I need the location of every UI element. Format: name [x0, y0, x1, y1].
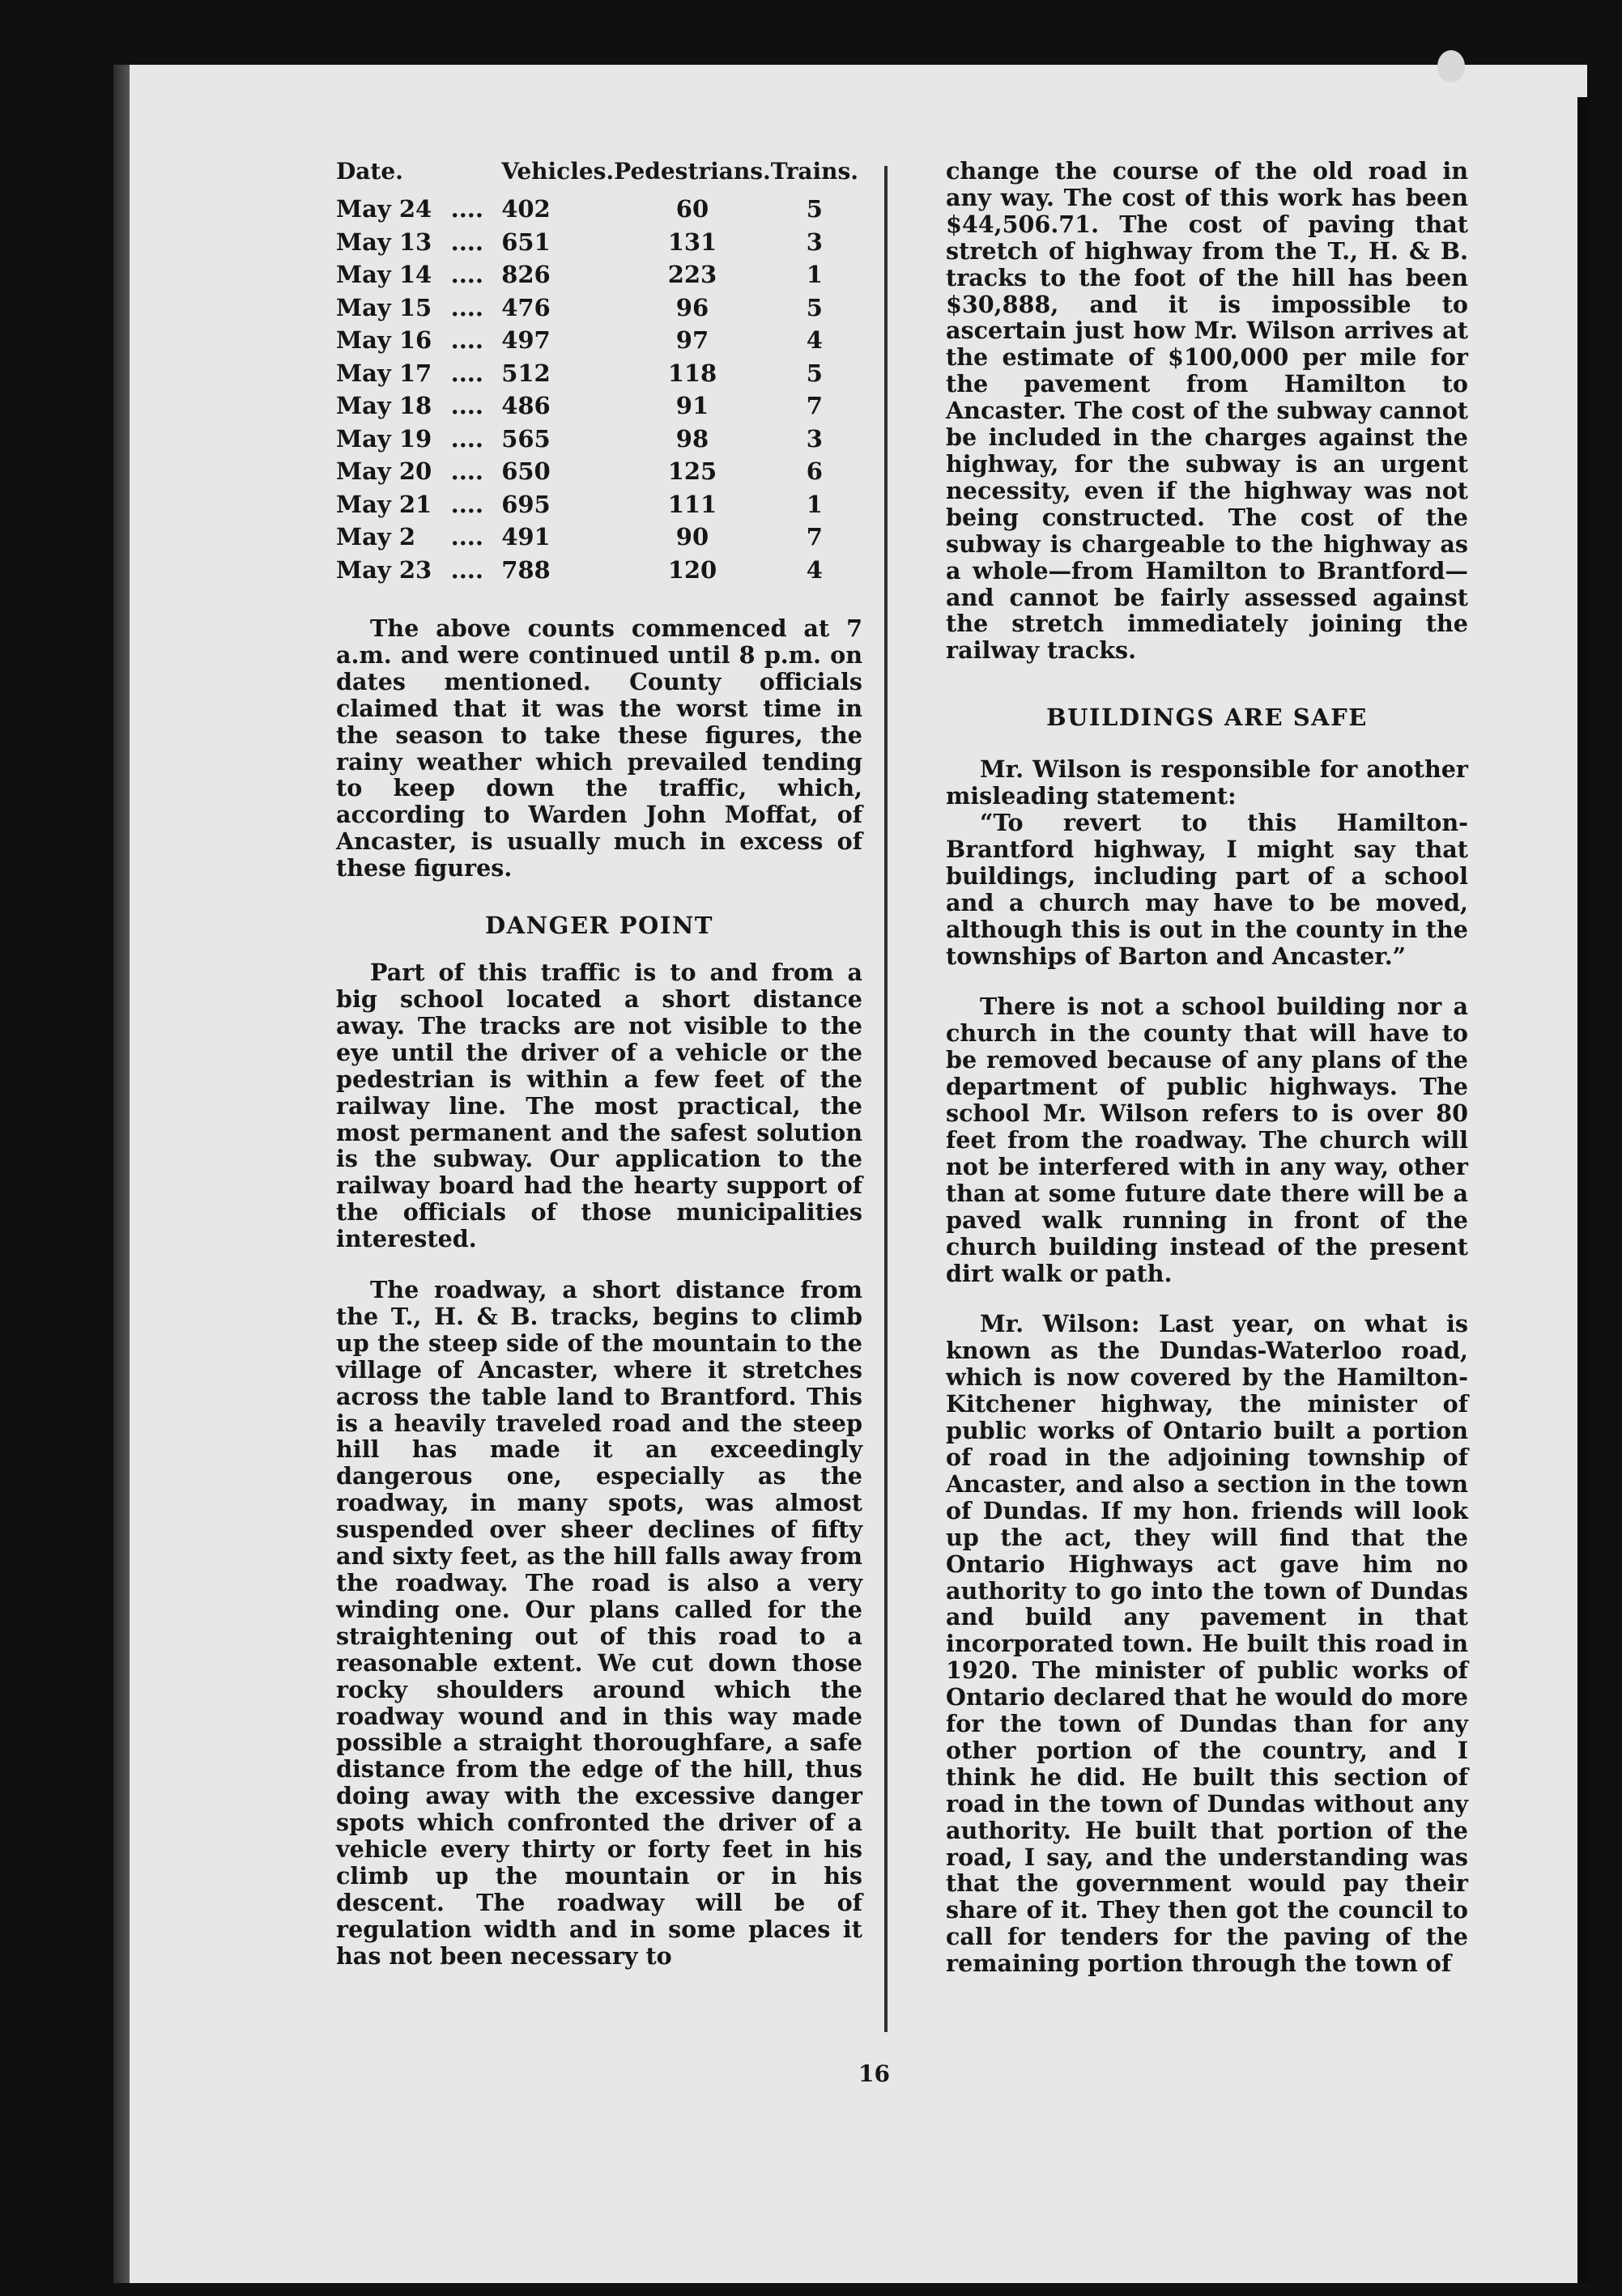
row-date: May 18 — [336, 392, 432, 419]
row-pedestrians: 98 — [675, 424, 709, 453]
row-date: May 14 — [336, 261, 432, 288]
row-leader-dots: .... — [450, 326, 483, 354]
row-vehicles: 512 — [501, 359, 551, 387]
right-column — [946, 158, 1468, 1977]
row-leader-dots: .... — [450, 457, 483, 485]
row-pedestrians: 111 — [667, 490, 717, 518]
header-trains: Trains. — [770, 158, 858, 185]
table-row — [336, 455, 858, 488]
row-pedestrians: 223 — [667, 261, 717, 288]
counts-paragraph: The above counts commenced at 7 a.m. and were continued until 8 p.m. on dates mentioned. County officials claimed that it was the worst time in the season to take these figures, the rainy weather which prevailed tending to keep down the traffic, which, according to Warden John Moffat, of Ancaster, is usually much in excess of these figures. — [336, 614, 862, 882]
left-column — [336, 158, 862, 1970]
row-vehicles: 476 — [501, 293, 551, 321]
row-vehicles: 650 — [501, 457, 551, 485]
heading-danger-point: DANGER POINT — [485, 912, 713, 940]
danger-paragraph: Part of this traffic is to and from a big school located a short distance away. The tracks are not visible to the eye until the driver of a vehicle or the pedestrian is within a few feet of the railway line. The most practical, the most permanent and the safest solution is the subway. Our application to the railway board had the hearty support of the officials of those municipalities interested. — [336, 959, 862, 1253]
facing-page-edge — [1577, 97, 1589, 2283]
row-pedestrians: 125 — [667, 457, 717, 485]
row-trains: 7 — [806, 392, 823, 419]
row-date: May 24 — [336, 195, 432, 223]
row-date: May 15 — [336, 293, 432, 321]
row-pedestrians: 97 — [675, 326, 709, 354]
table-row — [336, 357, 858, 390]
table-header-row — [336, 158, 858, 193]
row-pedestrians: 96 — [675, 293, 709, 321]
header-pedestrians: Pedestrians. — [614, 158, 771, 185]
row-pedestrians: 120 — [667, 555, 717, 584]
row-trains: 7 — [806, 523, 823, 551]
row-pedestrians: 118 — [667, 359, 717, 387]
row-pedestrians: 90 — [675, 523, 709, 551]
table-row — [336, 226, 858, 259]
heading-buildings-are-safe: BUILDINGS ARE SAFE — [1046, 704, 1368, 732]
quote-paragraph: “To revert to this Hamilton-Brantford highway, I might say that buildings, including part of a school and a church may have to be moved, although this is out in the county in the townships of Barton and Ancaster.” — [946, 809, 1468, 970]
row-date: May 16 — [336, 326, 432, 354]
row-vehicles: 695 — [501, 490, 551, 518]
header-vehicles: Vehicles. — [501, 158, 615, 185]
row-trains: 4 — [806, 326, 823, 354]
row-leader-dots: .... — [450, 392, 483, 419]
row-leader-dots: .... — [450, 261, 483, 288]
row-trains: 1 — [806, 261, 823, 288]
row-leader-dots: .... — [450, 195, 483, 223]
row-leader-dots: .... — [450, 293, 483, 321]
misleading-statement-paragraph: Mr. Wilson is responsible for another misleading statement: — [946, 755, 1468, 810]
dundas-paragraph: Mr. Wilson: Last year, on what is known as the Dundas-Waterloo road, which is now covered by the Hamilton-Kitchener highway, the minister of public works of Ontario built a portion of road in the adjoining township of Ancaster, and also a section in the town of Dundas. If my hon. friends will look up the act, they will find that the Ontario Highways act gave him no authority to go into the town of Dundas and build any pavement in that incorporated town. He built this road in 1920. The minister of public works of Ontario declared that he would do more for the town of Dundas than for any other portion of the country, and I think he did. He built this section of road in the town of Dundas without any authority. He built that portion of the road, I say, and the understanding was that the government would pay their share of it. They then got the council to call for tenders for the paving of the remaining portion through the town of — [946, 1310, 1468, 1978]
row-pedestrians: 60 — [675, 195, 709, 223]
table-row — [336, 488, 858, 521]
row-date: May 19 — [336, 424, 432, 453]
row-pedestrians: 91 — [675, 392, 709, 419]
row-trains: 5 — [806, 359, 823, 387]
row-vehicles: 486 — [501, 392, 551, 419]
table-row — [336, 193, 858, 226]
table-row — [336, 554, 858, 587]
row-date: May 20 — [336, 457, 432, 485]
binding-shadow — [113, 65, 131, 2283]
table-row — [336, 389, 858, 423]
header-spacer — [451, 158, 502, 193]
traffic-count-table — [336, 158, 858, 586]
table-row — [336, 423, 858, 456]
row-date: May 13 — [336, 227, 432, 256]
row-trains: 4 — [806, 555, 823, 584]
row-date: May 21 — [336, 490, 432, 518]
row-trains: 5 — [806, 293, 823, 321]
row-leader-dots: .... — [450, 555, 483, 584]
table-row — [336, 521, 858, 554]
table-row — [336, 258, 858, 291]
row-leader-dots: .... — [450, 523, 483, 551]
row-trains: 3 — [806, 227, 823, 256]
row-trains: 3 — [806, 424, 823, 453]
row-vehicles: 788 — [501, 555, 551, 584]
scan-speck — [1437, 50, 1465, 83]
no-school-paragraph: There is not a school building nor a church in the county that will have to be removed because of any plans of the department of public highways. The school Mr. Wilson refers to is over 80 feet from the roadway. The church will not be interfered with in any way, other than at some future date there will be a paved walk running in front of the church building instead of the present dirt walk or path. — [946, 993, 1468, 1287]
row-vehicles: 565 — [501, 424, 551, 453]
cost-paragraph: change the course of the old road in any way. The cost of this work has been $44,506.71. The cost of paving that stretch of highway from the T., H. & B. tracks to the foot of the hill has been $30,888, and it is impossible to ascertain just how Mr. Wilson arrives at the estimate of $100,000 per mile for the pavement from Hamilton to Ancaster. The cost of the subway cannot be included in the charges against the highway, for the subway is an urgent necessity, even if the highway was not being constructed. The cost of the subway is chargeable to the highway as a whole—from Hamilton to Brantford—and cannot be fairly assessed against the stretch immediately joining the railway tracks. — [946, 157, 1468, 665]
row-leader-dots: .... — [450, 490, 483, 518]
row-vehicles: 651 — [501, 227, 551, 256]
table-row — [336, 324, 858, 357]
row-date: May 2 — [336, 523, 416, 551]
row-trains: 5 — [806, 195, 823, 223]
roadway-paragraph: The roadway, a short distance from the T., H. & B. tracks, begins to climb up the steep side of the mountain to the village of Ancaster, where it stretches across the table land to Brantford. This is a heavily traveled road and the steep hill has made it an exceedingly dangerous one, especially as the roadway, in many spots, was almost suspended over sheer declines of fifty and sixty feet, as the hill falls away from the roadway. The road is also a very winding one. Our plans called for the straightening out of this road to a reasonable extent. We cut down those rocky shoulders around which the roadway wound and in this way made possible a straight thoroughfare, a safe distance from the edge of the hill, thus doing away with the excessive danger spots which confronted the driver of a vehicle every thirty or forty feet in his climb up the mountain or in his descent. The roadway will be of regulation width and in some places it has not been necessary to — [336, 1276, 862, 1970]
row-vehicles: 826 — [501, 261, 551, 288]
row-leader-dots: .... — [450, 424, 483, 453]
table-row — [336, 291, 858, 325]
row-leader-dots: .... — [450, 359, 483, 387]
row-trains: 6 — [806, 457, 823, 485]
row-vehicles: 402 — [501, 195, 551, 223]
row-date: May 23 — [336, 555, 432, 584]
row-pedestrians: 131 — [667, 227, 717, 256]
column-divider — [884, 166, 888, 2032]
row-trains: 1 — [806, 490, 823, 518]
row-vehicles: 491 — [501, 523, 551, 551]
row-date: May 17 — [336, 359, 432, 387]
row-vehicles: 497 — [501, 326, 551, 354]
header-date: Date. — [336, 158, 403, 185]
table-body — [336, 193, 858, 586]
page-number: 16 — [858, 2060, 890, 2087]
row-leader-dots: .... — [450, 227, 483, 256]
